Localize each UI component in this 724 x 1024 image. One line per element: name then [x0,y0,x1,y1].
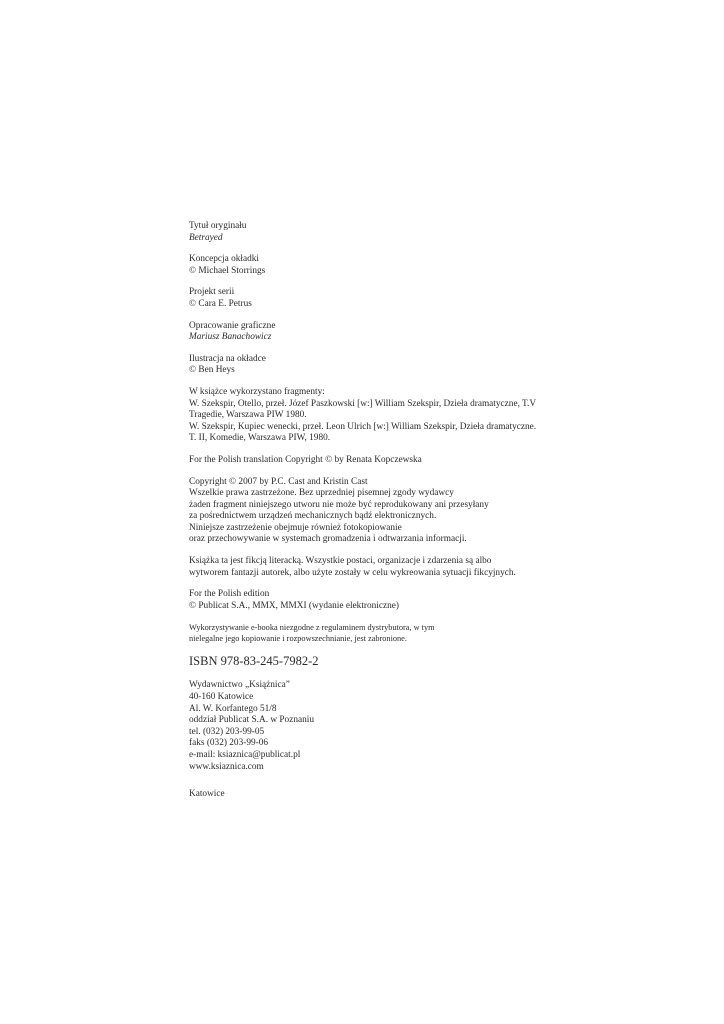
fragments-block [189,387,549,445]
publisher-block [189,680,549,773]
publisher-street: Al. W. Korfantego 51/8 [189,703,277,714]
ebook-notice-line: Wykorzystywanie e-booka niezgodne z regulaminem dystrybutora, w tym [189,623,435,633]
publisher-branch: oddział Publicat S.A. w Poznaniu [189,715,314,726]
publisher-phone: tel. (032) 203-99-05 [189,726,265,737]
graphic-design-value: Mariusz Banachowicz [189,332,272,343]
publisher-website: www.ksiaznica.com [189,761,264,772]
graphic-design-block [189,321,549,344]
copyright-block [189,477,549,547]
fiction-notice-block [189,556,549,579]
original-title-block [189,221,549,244]
imprint-content [189,221,549,811]
copyright-line: Copyright © 2007 by P.C. Cast and Kristin Cast [189,476,368,487]
publisher-postcode: 40-160 Katowice [189,692,254,703]
copyright-line: za pośrednictwem urządzeń mechanicznych bądź elektronicznych. [189,511,437,522]
isbn: ISBN 978-83-245-7982-2 [189,654,319,669]
fragments-line: W. Szekspir, Otello, przeł. Józef Paszkowski [w:] William Szekspir, Dzieła dramatyczne, T.V [189,398,537,409]
fiction-notice-line: wytworem fantazji autorek, albo użyte zostały w celu wykreowania sytuacji fikcyjnych. [189,567,516,578]
polish-edition-line: For the Polish edition [189,589,270,600]
fragments-line: W. Szekspir, Kupiec wenecki, przeł. Leon Ulrich [w:] William Szekspir, Dzieła dramatyczne. [189,421,537,432]
cover-concept-label: Koncepcja okładki [189,254,259,265]
publisher-email: e-mail: ksiaznica@publicat.pl [189,750,301,760]
polish-edition-line: © Publicat S.A., MMX, MMXI (wydanie elektroniczne) [189,600,400,611]
cover-concept-block [189,254,549,277]
copyright-line: żaden fragment niniejszego utworu nie może być reprodukowany ani przesyłany [189,499,489,510]
fragments-line: Tragedie, Warszawa PIW 1980. [189,410,307,421]
cover-illustration-value: © Ben Heys [189,365,235,376]
publisher-name: Wydawnictwo „Książnica” [189,680,290,691]
publisher-fax: faks (032) 203-99-06 [189,738,269,749]
original-title-label: Tytuł oryginału [189,221,247,231]
copyright-line: oraz przechowywanie w systemach gromadzenia i odtwarzania informacji. [189,534,467,545]
city-block [189,789,549,801]
copyright-line: Wszelkie prawa zastrzeżone. Bez uprzedniej pisemnej zgody wydawcy [189,488,454,499]
fragments-line: W książce wykorzystano fragmenty: [189,386,325,397]
fiction-notice-line: Książka ta jest fikcją literacką. Wszystkie postaci, organizacje i zdarzenia są albo [189,556,492,567]
polish-edition-block [189,589,549,612]
city: Katowice [189,789,225,800]
ebook-notice-block [189,622,549,644]
series-design-block [189,287,549,310]
copyright-line: Niniejsze zastrzeżenie obejmuje również fotokopiowanie [189,522,402,533]
original-title-value: Betrayed [189,232,223,243]
cover-concept-value: © Michael Storrings [189,265,266,276]
ebook-notice-line: nielegalne jego kopiowanie i rozpowszechnianie, jest zabronione. [189,634,407,644]
series-design-value: © Cara E. Petrus [189,298,252,309]
cover-illustration-label: Ilustracja na okładce [189,353,266,364]
translation-copyright: For the Polish translation Copyright © by Renata Kopczewska [189,454,422,465]
fragments-line: T. II, Komedie, Warszawa PIW, 1980. [189,433,331,444]
series-design-label: Projekt serii [189,287,235,298]
graphic-design-label: Opracowanie graficzne [189,320,276,331]
translation-copyright-block [189,455,549,467]
cover-illustration-block [189,354,549,377]
